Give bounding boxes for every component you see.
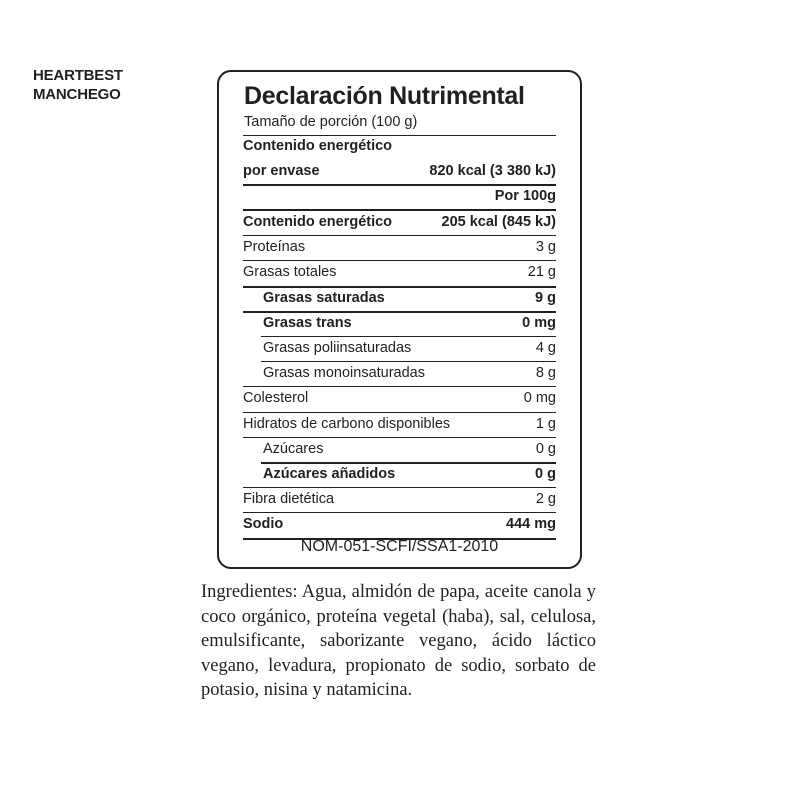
nutrient-row — [243, 513, 556, 535]
nutrient-value: 0 mg — [522, 315, 556, 331]
nutrient-name: Azúcares — [263, 441, 324, 457]
per-100g-heading: Por 100g — [494, 188, 556, 204]
per-package-value: 820 kcal (3 380 kJ) — [429, 163, 556, 179]
nutrient-value: 205 kcal (845 kJ) — [441, 214, 556, 230]
ingredients-text: Ingredientes: Agua, almidón de papa, aceite canola y coco orgánico, proteína vegetal (haba), sal, celulosa, emulsificante, saborizante vegano, ácido láctico vegano, levadura, propionato de sodio, sorbato de potasio, nisina y natamicina. — [201, 582, 596, 700]
nutrient-value: 444 mg — [506, 516, 556, 532]
nutrient-name: Azúcares añadidos — [263, 466, 396, 482]
nutrient-value: 4 g — [535, 340, 556, 356]
nutrient-value: 1 g — [535, 416, 556, 432]
nutrient-name: Grasas saturadas — [263, 290, 385, 306]
norm-reference: NOM-051-SCFI/SSA1-2010 — [300, 538, 499, 555]
brand-line-1: HEARTBEST — [33, 67, 123, 84]
nutrient-row — [243, 438, 556, 460]
nutrient-row — [243, 362, 556, 384]
nutrient-name: Contenido energético — [243, 214, 393, 230]
nutrient-row — [243, 236, 556, 258]
nutrient-name: Fibra dietética — [243, 491, 335, 507]
nutrient-row — [243, 211, 556, 233]
nutrient-value: 9 g — [535, 290, 556, 306]
nutrient-name: Grasas trans — [263, 315, 352, 331]
nutrient-value: 21 g — [527, 264, 556, 280]
nutrient-row — [243, 463, 556, 485]
nutrient-name: Grasas monoinsaturadas — [263, 365, 425, 381]
nutrient-name: Proteínas — [243, 239, 306, 255]
nutrient-row — [243, 261, 556, 283]
nutrient-row — [243, 413, 556, 435]
nutrient-value: 0 g — [535, 466, 556, 482]
nutrient-value: 3 g — [535, 239, 556, 255]
nutrient-name: Grasas totales — [243, 264, 337, 280]
energy-heading: Contenido energético — [243, 138, 393, 154]
nutrient-value: 0 g — [535, 441, 556, 457]
product-name: MANCHEGO — [33, 86, 121, 103]
nutrient-value: 2 g — [535, 491, 556, 507]
nutrient-row — [243, 488, 556, 510]
nutrient-value: 0 mg — [523, 390, 556, 406]
nutrient-name: Sodio — [243, 516, 284, 532]
nutrient-value: 8 g — [535, 365, 556, 381]
brand-name — [33, 66, 123, 104]
nutrient-name: Colesterol — [243, 390, 309, 406]
per-package-row — [243, 160, 556, 182]
nutrient-row — [243, 312, 556, 334]
per-package-label: por envase — [243, 163, 320, 179]
nutrient-row — [243, 337, 556, 359]
label-title: Declaración Nutrimental — [244, 82, 525, 110]
nutrient-row — [243, 287, 556, 309]
nutrient-row — [243, 387, 556, 409]
nutrient-name: Hidratos de carbono disponibles — [243, 416, 451, 432]
nutrient-name: Grasas poliinsaturadas — [263, 340, 412, 356]
serving-size: Tamaño de porción (100 g) — [244, 114, 418, 130]
